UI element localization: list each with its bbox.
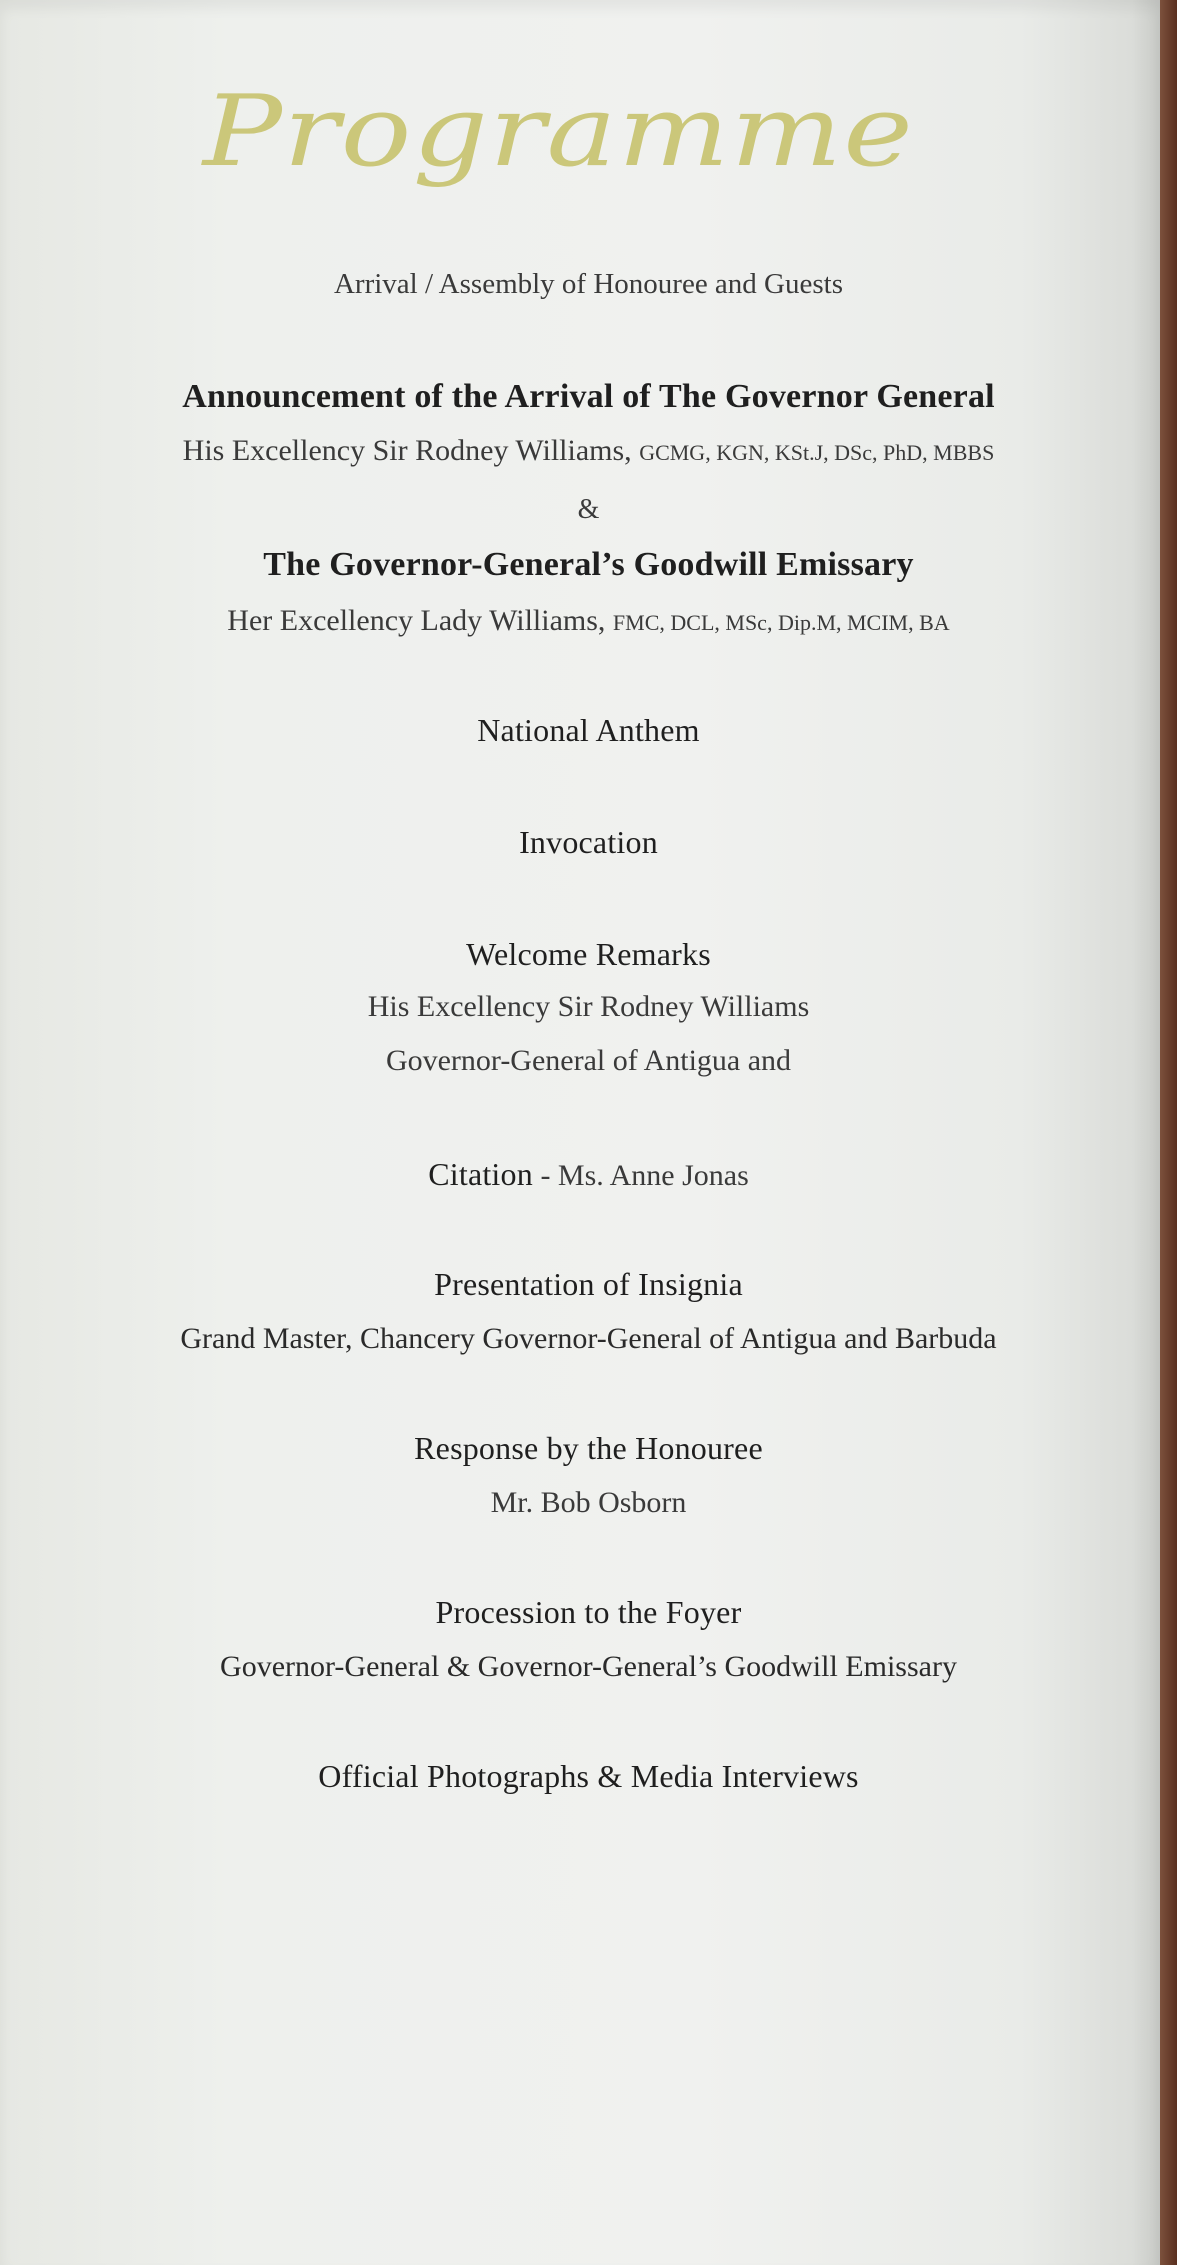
photographs-line: Official Photographs & Media Interviews	[318, 1758, 859, 1794]
citation-heading: Citation	[428, 1156, 533, 1192]
emissary-line	[0, 604, 1177, 638]
governor-general-name: His Excellency Sir Rodney Williams,	[182, 434, 632, 467]
emissary-heading: The Governor-General’s Goodwill Emissary	[263, 546, 914, 583]
citation-name: - Ms. Anne Jonas	[532, 1159, 749, 1192]
announcement-heading: Announcement of the Arrival of The Governor General	[182, 378, 995, 415]
emissary-titles: FMC, DCL, MSc, Dip.M, MCIM, BA	[612, 610, 950, 635]
paper-fold-shadow	[1132, 0, 1160, 2265]
ampersand: &	[577, 494, 600, 525]
welcome-heading: Welcome Remarks	[466, 936, 711, 972]
programme-title: Programme	[202, 75, 915, 189]
citation-line	[0, 1156, 1177, 1193]
welcome-line-1: His Excellency Sir Rodney Williams	[367, 990, 810, 1023]
response-heading: Response by the Honouree	[414, 1430, 763, 1466]
procession-heading: Procession to the Foyer	[435, 1594, 742, 1630]
insignia-heading: Presentation of Insignia	[434, 1266, 743, 1302]
procession-line: Governor-General & Governor-General’s Goodwill Emissary	[220, 1650, 957, 1683]
emissary-name: Her Excellency Lady Williams,	[227, 604, 606, 637]
national-anthem: National Anthem	[477, 712, 700, 748]
arrival-line: Arrival / Assembly of Honouree and Guests	[333, 268, 843, 300]
response-line: Mr. Bob Osborn	[490, 1486, 687, 1519]
governor-general-titles: GCMG, KGN, KSt.J, DSc, PhD, MBBS	[639, 440, 995, 465]
welcome-line-2: Governor-General of Antigua and	[385, 1044, 792, 1077]
governor-general-line	[0, 434, 1177, 468]
insignia-line: Grand Master, Chancery Governor-General of Antigua and Barbuda	[180, 1322, 997, 1355]
invocation: Invocation	[519, 824, 658, 860]
